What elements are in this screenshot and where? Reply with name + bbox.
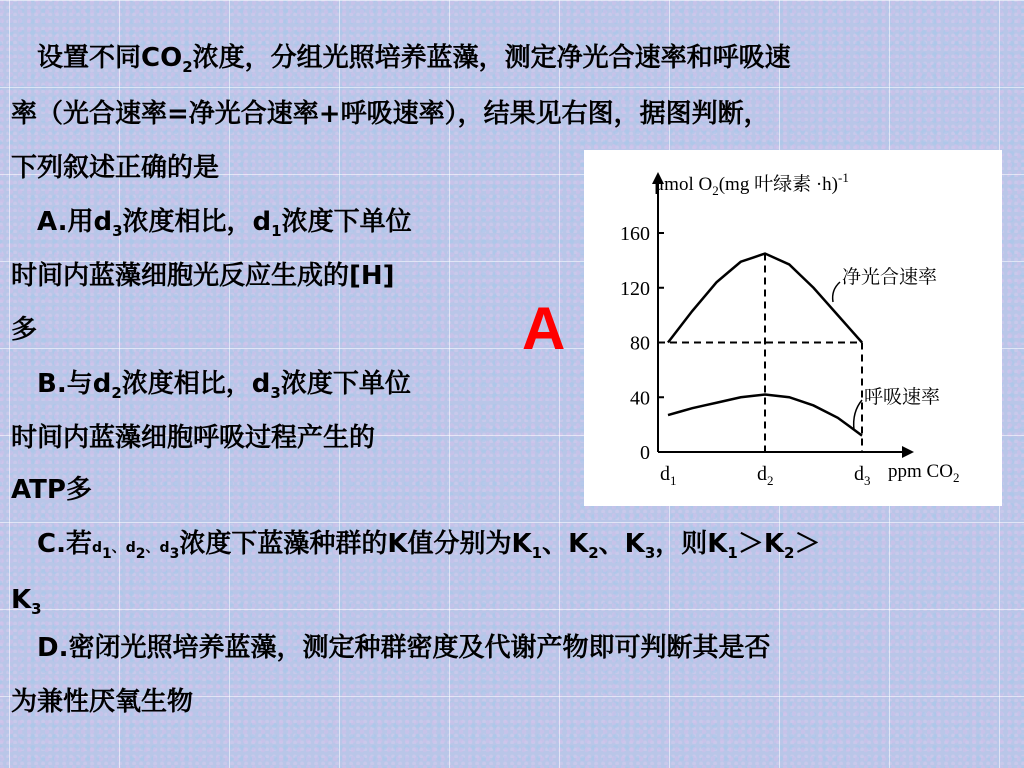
separator: 、 <box>598 529 625 559</box>
y-tick-label: 120 <box>620 277 650 300</box>
option-c-line-1 <box>37 526 820 566</box>
x-tick-subscript: 3 <box>864 473 871 488</box>
series-label-respiration: 呼吸速率 <box>864 386 941 408</box>
leader-line-1 <box>833 282 840 302</box>
reference-lines <box>658 254 862 452</box>
question-stem-line-1 <box>37 40 791 76</box>
answer-mark: A <box>522 295 566 362</box>
separator: 、 <box>111 540 126 556</box>
x-axis-label: ppm $CO_2$ <box>888 461 960 485</box>
subscript: 3 <box>31 600 42 618</box>
subscript: 2 <box>588 544 599 562</box>
separator: 、 <box>145 540 160 556</box>
y-axis-label: μmol $O_2(mg$ 叶绿素 ·h)$^{-1}$ <box>654 170 849 198</box>
option-text: K <box>11 585 32 615</box>
option-text: ，则K <box>655 529 728 559</box>
x-tick-labels <box>660 463 871 488</box>
question-stem-line-3: 下列叙述正确的是 <box>11 153 220 183</box>
option-d-line-1: D.密闭光照培养蓝藻，测定种群密度及代谢产物即可判断其是否 <box>37 633 771 663</box>
x-tick-subscript: 1 <box>670 473 677 488</box>
y-tick-label: 160 <box>620 223 650 245</box>
option-text: A.用d <box>37 207 113 237</box>
option-text: d <box>159 540 170 556</box>
option-text: K <box>568 529 589 559</box>
option-text: 浓度下单位 <box>281 207 412 237</box>
option-b-line-1 <box>37 366 411 402</box>
x-tick-subscript: 2 <box>767 473 774 488</box>
option-a-line-3: 多 <box>11 315 38 345</box>
option-text: d <box>91 540 102 556</box>
option-b-line-3: ATP多 <box>11 475 92 505</box>
y-tick-label: 40 <box>630 387 650 410</box>
option-text: 浓度相比，d <box>122 207 272 237</box>
option-text: 浓度下单位 <box>280 369 411 399</box>
y-tick-label: 0 <box>640 442 650 464</box>
option-text: d <box>125 540 136 556</box>
option-text: 浓度相比，d <box>121 369 271 399</box>
leader-line-2 <box>854 400 862 430</box>
subscript: 3 <box>270 384 281 402</box>
option-text: ＞ <box>794 529 821 559</box>
chart-svg <box>584 150 1002 506</box>
option-b-line-2: 时间内蓝藻细胞呼吸过程产生的 <box>11 423 376 453</box>
option-text: B.与d <box>37 369 112 399</box>
x-axis-arrow <box>902 446 914 458</box>
question-stem-line-2: 率（光合速率=净光合速率+呼吸速率），结果见右图，据图判断， <box>11 99 770 129</box>
chart-axes <box>652 172 914 458</box>
series-label-net-photosynthesis: 净光合速率 <box>842 266 938 288</box>
subscript: 1 <box>271 222 282 240</box>
x-tick-label: $d_3$ <box>854 463 871 488</box>
rate-chart <box>584 150 1002 506</box>
x-tick-label: $d_2$ <box>757 463 774 488</box>
subscript: 2 <box>784 544 795 562</box>
option-a-line-1 <box>37 204 412 240</box>
subscript: 3 <box>644 544 656 562</box>
y-label-rest: (mg 叶绿素 ·h) <box>718 174 838 195</box>
option-text: ＞K <box>737 529 785 559</box>
x-tick-label: $d_1$ <box>660 463 677 488</box>
separator: 、 <box>542 529 569 559</box>
subscript: 2 <box>182 58 193 76</box>
y-label-superscript: -1 <box>837 170 849 185</box>
x-label-subscript: 2 <box>952 470 960 485</box>
stem-text: 设置不同CO <box>37 43 183 73</box>
option-a-line-2: 时间内蓝藻细胞光反应生成的[H] <box>11 261 395 291</box>
y-label-subscript: 2 <box>712 183 719 198</box>
subscript: 1 <box>102 546 112 562</box>
subscript: 1 <box>531 544 543 562</box>
y-tick-label: 80 <box>630 332 650 355</box>
option-c-line-2 <box>11 582 42 618</box>
option-text: C.若 <box>37 529 92 559</box>
series-labels <box>833 266 940 430</box>
subscript: 3 <box>112 222 123 240</box>
subscript: 3 <box>169 546 180 562</box>
stem-text: 浓度，分组光照培养蓝藻，测定净光合速率和呼吸速 <box>192 43 791 73</box>
option-d-line-2: 为兼性厌氧生物 <box>11 687 194 717</box>
subscript: 1 <box>727 544 738 562</box>
option-text: 浓度下蓝藻种群的K值分别为K <box>179 529 532 559</box>
subscript: 2 <box>135 546 146 562</box>
option-text: K <box>624 529 645 559</box>
subscript: 2 <box>111 384 122 402</box>
